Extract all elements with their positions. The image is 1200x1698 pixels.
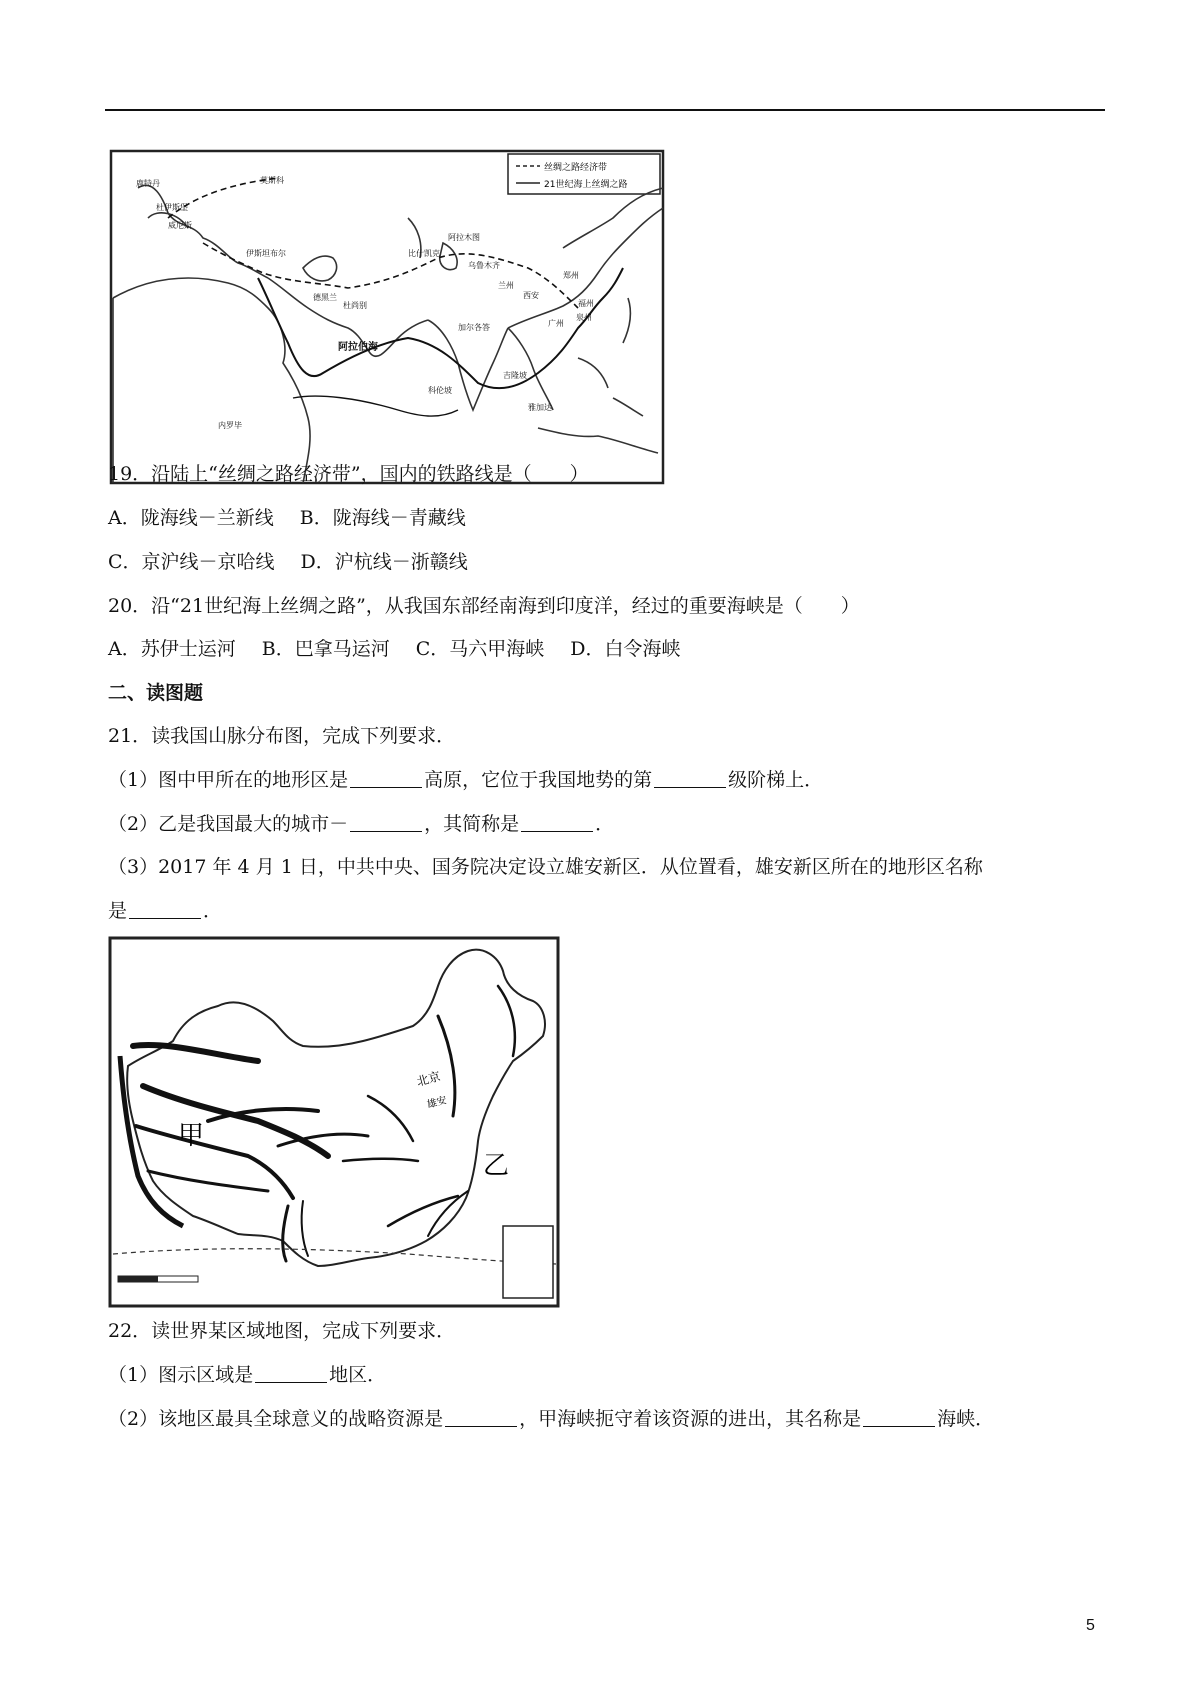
q22-p1-text-b: 地区． bbox=[329, 1364, 387, 1386]
answer-blank[interactable] bbox=[350, 813, 422, 832]
q19-options-row1 bbox=[108, 506, 492, 530]
q20-stem: 20．沿“21世纪海上丝绸之路”，从我国东部经南海到印度洋，经过的重要海峡是（ ） bbox=[108, 595, 860, 617]
silk-road-map bbox=[108, 148, 666, 486]
page-number: 5 bbox=[1086, 1617, 1095, 1634]
q22-p2-text-a: （2）该地区最具全球意义的战略资源是 bbox=[108, 1408, 444, 1430]
q19-options-row2 bbox=[108, 550, 494, 574]
map-label-urumqi: 乌鲁木齐 bbox=[468, 261, 500, 270]
map-label-yi: 乙 bbox=[483, 1151, 510, 1181]
map-label-beijing: 北京 bbox=[415, 1069, 442, 1089]
answer-blank[interactable] bbox=[654, 769, 726, 788]
map-label-moscow: 莫斯科 bbox=[260, 176, 284, 185]
q21-stem: 21．读我国山脉分布图，完成下列要求． bbox=[108, 725, 456, 747]
q22-part2 bbox=[108, 1407, 994, 1431]
legend-item: 丝绸之路经济带 bbox=[544, 163, 608, 173]
map-label-dushanbe: 杜尚别 bbox=[343, 301, 367, 310]
q22-p1-text-a: （1）图示区域是 bbox=[108, 1364, 254, 1386]
map-label-fuzhou: 福州 bbox=[578, 299, 594, 308]
china-mountains-map bbox=[108, 936, 560, 1308]
q22-part1 bbox=[108, 1363, 386, 1387]
q21-p3-text-b: 是 bbox=[108, 900, 128, 922]
map-label-guangzhou: 广州 bbox=[548, 319, 564, 328]
q21-p2-text-c: ． bbox=[595, 813, 615, 835]
q19-option-c[interactable]: C．京沪线－京哈线 bbox=[108, 551, 275, 573]
map-label-duisburg: 杜伊斯堡 bbox=[156, 203, 188, 212]
q21-p1-text-c: 级阶梯上． bbox=[728, 769, 824, 791]
answer-blank[interactable] bbox=[521, 813, 593, 832]
q19-option-b[interactable]: B．陇海线－青藏线 bbox=[299, 507, 466, 529]
map-label-zhengzhou: 郑州 bbox=[563, 271, 579, 280]
q19-option-d[interactable]: D．沪杭线－浙赣线 bbox=[300, 551, 468, 573]
q21-part1 bbox=[108, 768, 823, 792]
header-rule bbox=[105, 109, 1105, 111]
map-label-rotterdam: 鹿特丹 bbox=[136, 179, 160, 188]
map-label-jia: 甲 bbox=[178, 1121, 205, 1151]
map-label-arabian-sea: 阿拉伯海 bbox=[338, 342, 378, 353]
q20-option-b[interactable]: B．巴拿马运河 bbox=[261, 638, 390, 660]
q20-option-d[interactable]: D．白令海峡 bbox=[570, 638, 681, 660]
map-label-istanbul: 伊斯坦布尔 bbox=[246, 249, 286, 258]
map-label-venice: 威尼斯 bbox=[168, 221, 192, 230]
q22-p2-text-b: ，甲海峡扼守着该资源的进出，其名称是 bbox=[519, 1408, 862, 1430]
map-label-quanzhou: 泉州 bbox=[576, 313, 592, 322]
q22-p2-text-c: 海峡． bbox=[937, 1408, 995, 1430]
scale-bar bbox=[118, 1276, 198, 1282]
answer-blank[interactable] bbox=[129, 900, 201, 919]
q21-p1-text-a: （1）图中甲所在的地形区是 bbox=[108, 769, 349, 791]
map-label-kolkata: 加尔各答 bbox=[458, 323, 490, 332]
map-label-colombo: 科伦坡 bbox=[428, 386, 452, 395]
q20-option-a[interactable]: A．苏伊士运河 bbox=[108, 638, 236, 660]
map-label-almaty: 阿拉木图 bbox=[448, 233, 480, 242]
q21-p2-text-a: （2）乙是我国最大的城市－ bbox=[108, 813, 349, 835]
answer-blank[interactable] bbox=[350, 769, 422, 788]
map-label-jakarta: 雅加达 bbox=[528, 403, 552, 412]
q20-options bbox=[108, 637, 706, 661]
legend-item: 21世纪海上丝绸之路 bbox=[544, 180, 628, 190]
map-label-lanzhou: 兰州 bbox=[498, 281, 514, 290]
q21-p3-text-c: ． bbox=[203, 900, 223, 922]
q21-p1-text-b: 高原，它位于我国地势的第 bbox=[424, 769, 653, 791]
q21-part2 bbox=[108, 812, 614, 836]
q21-part3-line2 bbox=[108, 899, 222, 923]
map-label-nairobi: 内罗毕 bbox=[218, 421, 242, 430]
map-label-bishkek: 比什凯克 bbox=[408, 249, 440, 258]
q21-part3-line1: （3）2017 年 4 月 1 日，中共中央、国务院决定设立雄安新区．从位置看，雄安新区所在的地形区名称 bbox=[108, 856, 983, 878]
map-label-xiongan: 雄安 bbox=[425, 1095, 449, 1111]
q19-stem: 19．沿陆上“丝绸之路经济带”，国内的铁路线是（ ） bbox=[108, 463, 589, 485]
q21-p2-text-b: ，其简称是 bbox=[424, 813, 520, 835]
map-label-xian: 西安 bbox=[523, 291, 539, 300]
q19-option-a[interactable]: A．陇海线－兰新线 bbox=[108, 507, 274, 529]
map-label-tehran: 德黑兰 bbox=[313, 293, 337, 302]
q20-option-c[interactable]: C．马六甲海峡 bbox=[415, 638, 545, 660]
map-label-kuala-lumpur: 吉隆坡 bbox=[503, 371, 527, 380]
section-heading: 二、读图题 bbox=[108, 682, 204, 704]
map-legend bbox=[508, 154, 660, 194]
answer-blank[interactable] bbox=[255, 1364, 327, 1383]
answer-blank[interactable] bbox=[863, 1408, 935, 1427]
answer-blank[interactable] bbox=[445, 1408, 517, 1427]
q22-stem: 22．读世界某区域地图，完成下列要求． bbox=[108, 1320, 456, 1342]
